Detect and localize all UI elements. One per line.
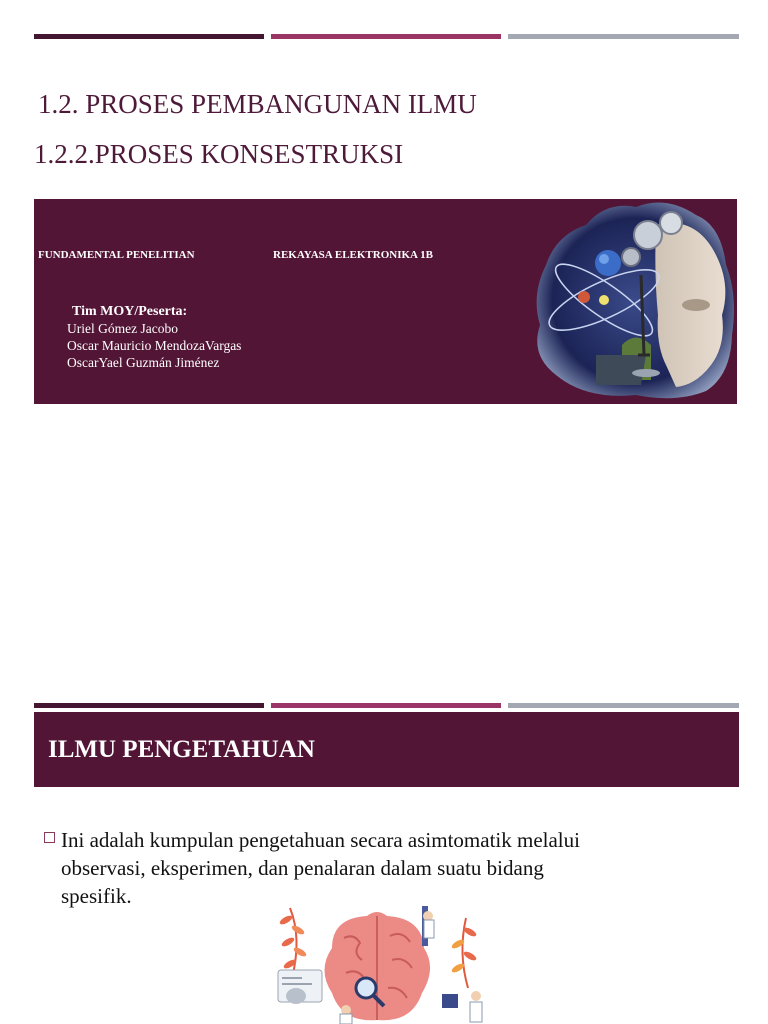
top-accent-bar-dark	[34, 34, 264, 39]
top-accent-bar-gray	[508, 34, 739, 39]
slide-title-line-1: 1.2. PROSES PEMBANGUNAN ILMU	[38, 89, 477, 119]
course-name: FUNDAMENTAL PENELITIAN	[38, 249, 195, 261]
brain-research-illustration	[262, 898, 492, 1024]
team-member-1: Uriel Gómez Jacobo	[67, 321, 178, 336]
team-label: Tim MOY/Peserta:	[72, 304, 188, 319]
slide-title-line-2: 1.2.2.PROSES KONSESTRUKSI	[34, 139, 404, 169]
title-banner	[34, 199, 737, 404]
team-member-3: OscarYael Guzmán Jiménez	[67, 355, 220, 370]
bullet-text-line-2: observasi, eksperimen, dan penalaran dalam suatu bidang	[61, 856, 544, 880]
square-bullet-icon	[44, 832, 55, 843]
bullet-text-line-3: spesifik.	[61, 884, 132, 908]
section-header	[34, 712, 739, 787]
top-accent-bar-pink	[271, 34, 501, 39]
team-member-2: Oscar Mauricio MendozaVargas	[67, 338, 242, 353]
slide2-accent-bar-gray	[508, 703, 739, 708]
slide2-accent-bar-pink	[271, 703, 501, 708]
section-title: ILMU PENGETAHUAN	[48, 736, 315, 763]
slide2-accent-bar-dark	[34, 703, 264, 708]
program-name: REKAYASA ELEKTRONIKA 1B	[273, 249, 433, 261]
collage-science-head-image	[526, 195, 738, 405]
bullet-text-line-1: Ini adalah kumpulan pengetahuan secara asimtomatik melalui	[61, 828, 580, 852]
